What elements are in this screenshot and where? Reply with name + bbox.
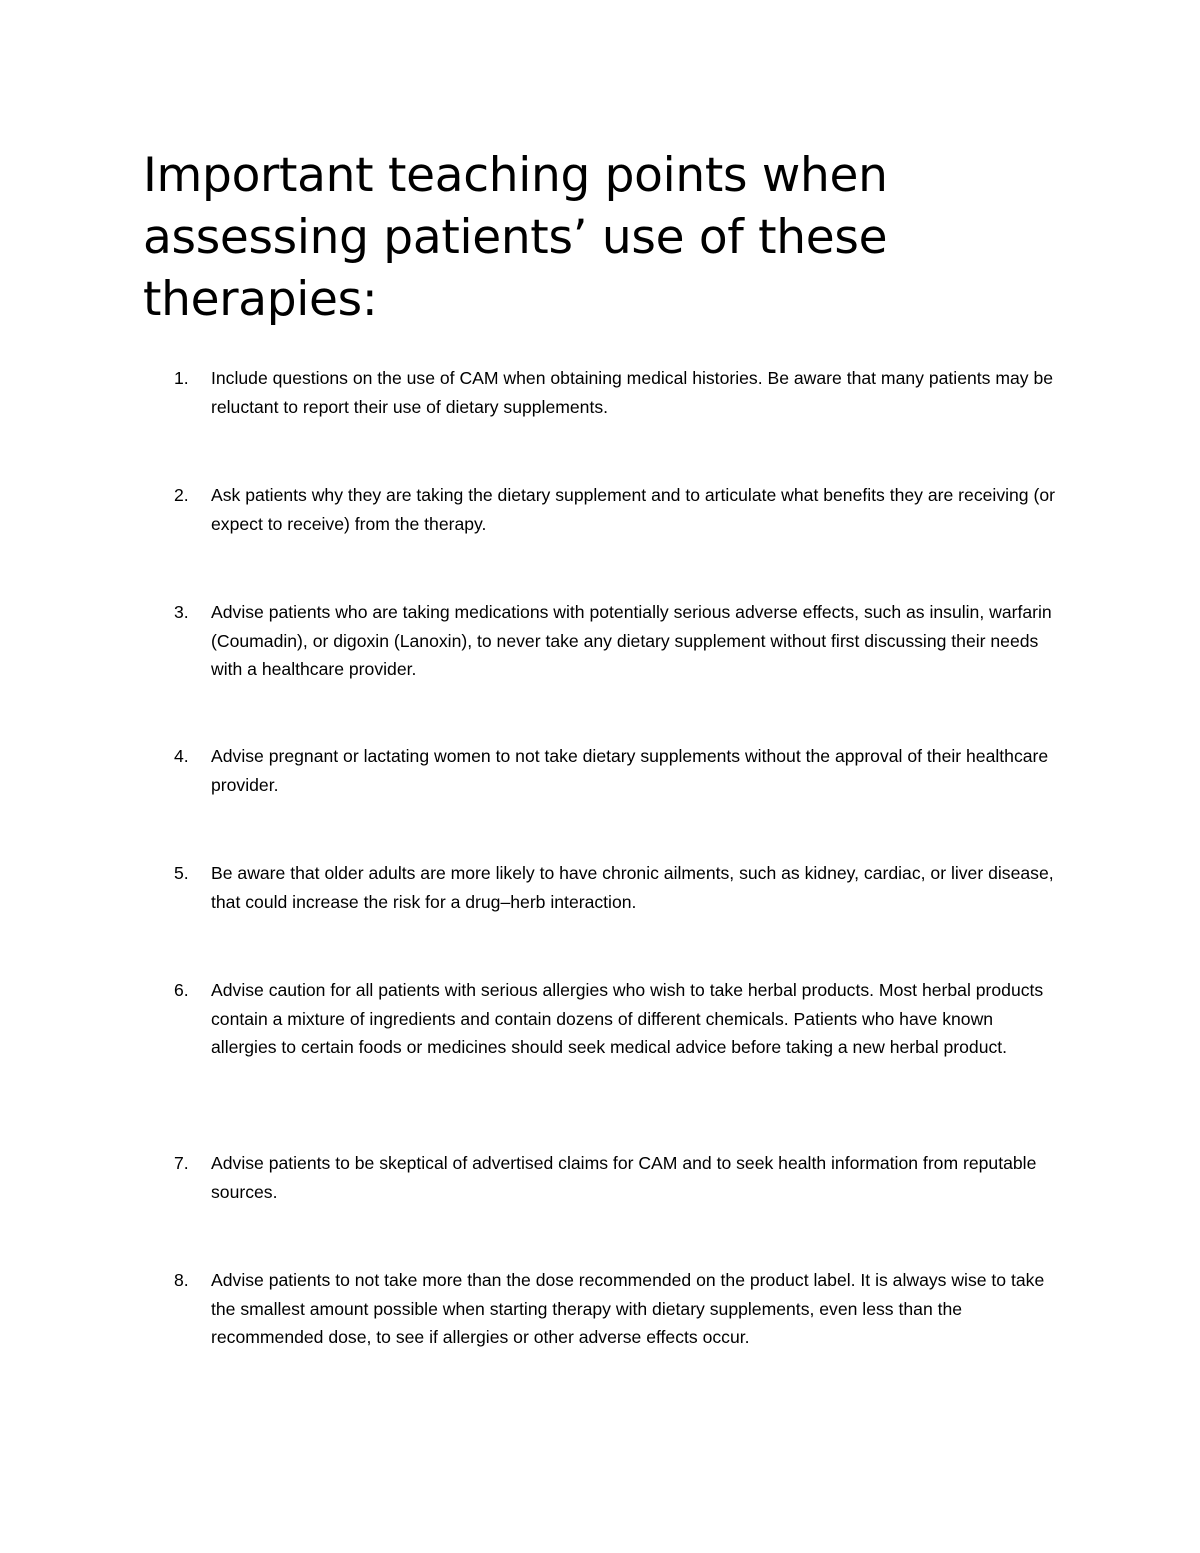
list-item-text: Advise caution for all patients with serious allergies who wish to take herbal products. Most herbal products contain a mixture of ingredients and contain dozens of different chemicals. Patients who have known allergies to certain foods or medicines should seek medical advice before taking a new herbal product. xyxy=(211,980,1044,1058)
list-item-text: Include questions on the use of CAM when obtaining medical histories. Be aware that many patients may be reluctant to report their use of dietary supplements. xyxy=(211,368,1054,417)
list-item-number: 3. xyxy=(174,602,189,622)
list-item-number: 5. xyxy=(174,863,189,883)
list-item-number: 7. xyxy=(174,1153,189,1173)
list-item-text: Ask patients why they are taking the dietary supplement and to articulate what benefits they are receiving (or expect to receive) from the therapy. xyxy=(211,485,1055,534)
list-item-text: Advise patients to be skeptical of advertised claims for CAM and to seek health information from reputable sources. xyxy=(211,1153,1037,1202)
list-item-number: 1. xyxy=(174,368,189,388)
list-item-text: Be aware that older adults are more likely to have chronic ailments, such as kidney, cardiac, or liver disease, that could increase the risk for a drug–herb interaction. xyxy=(211,863,1054,912)
page-title: Important teaching points when assessing patients’ use of these therapies: xyxy=(143,148,888,327)
list-item-number: 2. xyxy=(174,485,189,505)
list-item-number: 4. xyxy=(174,746,189,766)
list-item-number: 6. xyxy=(174,980,189,1000)
list-item-text: Advise patients who are taking medications with potentially serious adverse effects, such as insulin, warfarin (Coumadin), or digoxin (Lanoxin), to never take any dietary supplement without first discussing their needs with a healthcare provider. xyxy=(211,602,1052,680)
list-item-text: Advise pregnant or lactating women to not take dietary supplements without the approval of their healthcare provider. xyxy=(211,746,1049,795)
list-item-text: Advise patients to not take more than the dose recommended on the product label. It is always wise to take the smallest amount possible when starting therapy with dietary supplements, even less than the recommended dose, to see if allergies or other adverse effects occur. xyxy=(211,1270,1045,1348)
list-item-number: 8. xyxy=(174,1270,189,1290)
